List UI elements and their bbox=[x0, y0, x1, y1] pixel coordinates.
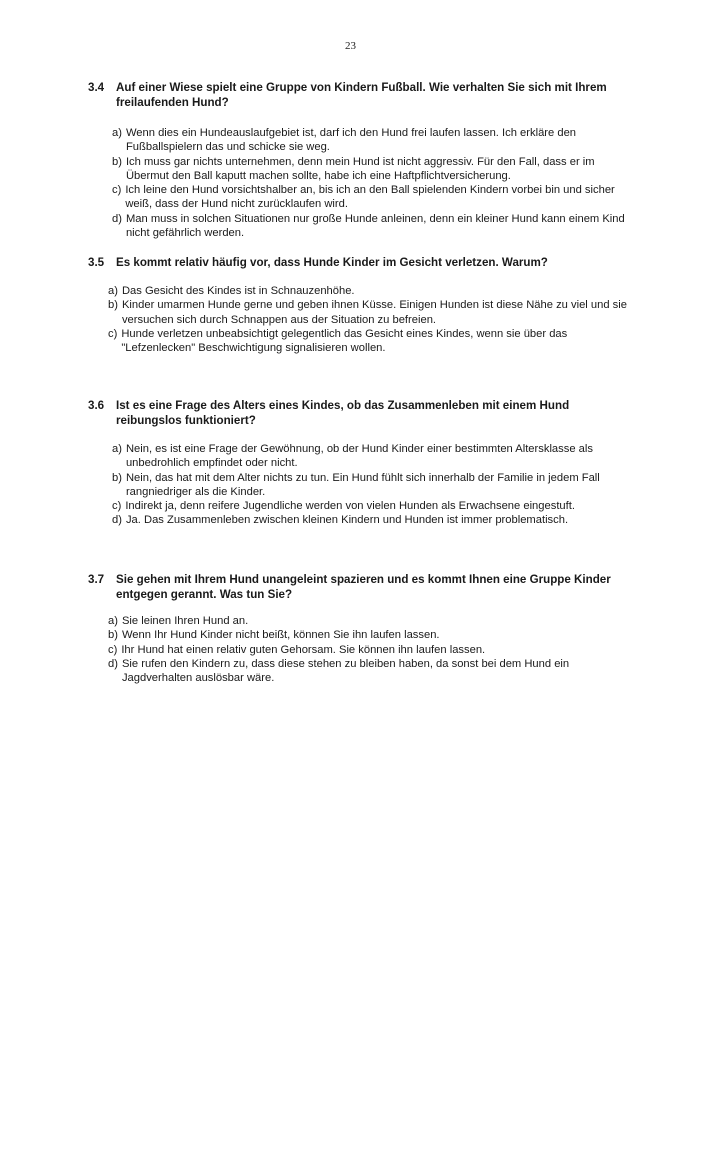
answer-label: b) bbox=[108, 629, 118, 642]
answer-label: d) bbox=[112, 514, 122, 527]
answer-label: a) bbox=[108, 285, 118, 297]
answer-text: Sie rufen den Kindern zu, dass diese stehen zu bleiben haben, da sonst bei dem Hund ein Jagdverhalten auslösbar wäre. bbox=[121, 657, 570, 685]
answer-b bbox=[112, 155, 633, 184]
question-number: 3.4 bbox=[88, 81, 105, 94]
answer-text: Kinder umarmen Hunde gerne und geben ihnen Küsse. Einigen Hunden ist diese Nähe zu viel und sie versuchen sich durch Schnappen aus der Situation zu befreien. bbox=[121, 299, 627, 326]
answer-c bbox=[108, 327, 633, 356]
answer-d bbox=[108, 657, 633, 686]
question-text: Sie gehen mit Ihrem Hund unangeleint spazieren und es kommt Ihnen eine Gruppe Kinder entgegen gerannt. Was tun Sie? bbox=[116, 573, 611, 601]
answer-label: a) bbox=[108, 615, 118, 627]
answer-text: Ich muss gar nichts unternehmen, denn mein Hund ist nicht aggressiv. Für den Fall, dass er im Übermut den Ball kaputt machen sollte, habe ich eine Haftpflichtversicherung. bbox=[125, 155, 595, 182]
answer-text: Ich leine den Hund vorsichtshalber an, bis ich an den Ball spielenden Kindern vorbei bin und sicher weiß, dass der Hund nicht zurücklaufen wird. bbox=[125, 184, 615, 211]
answer-text: Indirekt ja, denn reifere Jugendliche werden von vielen Hunden als Erwachsene eingestuft. bbox=[125, 500, 575, 513]
answer-label: d) bbox=[108, 657, 118, 670]
answer-list bbox=[112, 126, 633, 240]
question-heading bbox=[88, 572, 633, 602]
answer-label: c) bbox=[108, 327, 118, 340]
question-3-7 bbox=[88, 572, 633, 685]
answer-text: Man muss in solchen Situationen nur große Hunde anleinen, denn ein kleiner Hund kann einem Kind nicht gefährlich werden. bbox=[125, 212, 625, 240]
answer-list bbox=[108, 284, 633, 355]
answer-c bbox=[112, 499, 633, 513]
answer-b bbox=[108, 628, 633, 642]
answer-text: Das Gesicht des Kindes ist in Schnauzenhöhe. bbox=[121, 285, 355, 297]
answer-label: a) bbox=[112, 443, 122, 455]
question-number: 3.7 bbox=[88, 573, 105, 586]
answer-c bbox=[108, 643, 633, 657]
answer-label: c) bbox=[108, 643, 118, 656]
question-text: Ist es eine Frage des Alters eines Kindes, ob das Zusammenleben mit einem Hund reibungslos funktioniert? bbox=[116, 399, 570, 427]
question-3-6 bbox=[88, 398, 633, 528]
answer-c bbox=[112, 183, 633, 212]
answer-label: d) bbox=[112, 212, 122, 225]
question-3-4 bbox=[88, 80, 633, 240]
answer-text: Nein, das hat mit dem Alter nichts zu tun. Ein Hund fühlt sich innerhalb der Familie in jedem Fall rangniedriger als die Kinder. bbox=[125, 471, 600, 498]
question-number: 3.6 bbox=[88, 399, 105, 412]
question-heading bbox=[88, 255, 633, 270]
answer-label: b) bbox=[112, 155, 122, 168]
answer-text: Ihr Hund hat einen relativ guten Gehorsam. Sie können ihn laufen lassen. bbox=[121, 643, 486, 656]
question-heading bbox=[88, 398, 633, 428]
question-3-5 bbox=[88, 255, 633, 355]
answer-text: Sie leinen Ihren Hund an. bbox=[121, 615, 249, 627]
answer-a bbox=[112, 126, 633, 155]
answer-list bbox=[108, 614, 633, 685]
answer-b bbox=[108, 298, 633, 327]
answer-label: c) bbox=[112, 500, 122, 513]
answer-text: Hunde verletzen unbeabsichtigt gelegentlich das Gesicht eines Kindes, wenn sie über das "Lefzenlecken" Beschwichtigung signalisieren wollen. bbox=[121, 327, 568, 355]
answer-d bbox=[112, 513, 633, 527]
answer-a bbox=[112, 442, 633, 471]
question-text: Es kommt relativ häufig vor, dass Hunde Kinder im Gesicht verletzen. Warum? bbox=[116, 256, 548, 269]
answer-text: Nein, es ist eine Frage der Gewöhnung, ob der Hund Kinder einer bestimmten Altersklasse als unbedrohlich empfindet oder nicht. bbox=[125, 443, 593, 470]
answer-label: b) bbox=[112, 471, 122, 484]
answer-d bbox=[112, 212, 633, 241]
question-heading bbox=[88, 80, 633, 110]
answer-label: b) bbox=[108, 299, 118, 312]
answer-b bbox=[112, 471, 633, 500]
question-text: Auf einer Wiese spielt eine Gruppe von Kindern Fußball. Wie verhalten Sie sich mit Ihrem freilaufenden Hund? bbox=[116, 81, 607, 109]
answer-text: Wenn dies ein Hundeauslaufgebiet ist, darf ich den Hund frei laufen lassen. Ich erkläre den Fußballspielern das und schicke sie weg. bbox=[125, 127, 577, 154]
answer-label: c) bbox=[112, 184, 122, 197]
page-number: 23 bbox=[345, 40, 356, 52]
question-number: 3.5 bbox=[88, 256, 105, 269]
answer-label: a) bbox=[112, 127, 122, 139]
answer-a bbox=[108, 284, 633, 298]
answer-list bbox=[112, 442, 633, 528]
answer-text: Ja. Das Zusammenleben zwischen kleinen Kindern und Hunden ist immer problematisch. bbox=[125, 514, 569, 527]
answer-a bbox=[108, 614, 633, 628]
answer-text: Wenn Ihr Hund Kinder nicht beißt, können Sie ihn laufen lassen. bbox=[121, 629, 440, 642]
